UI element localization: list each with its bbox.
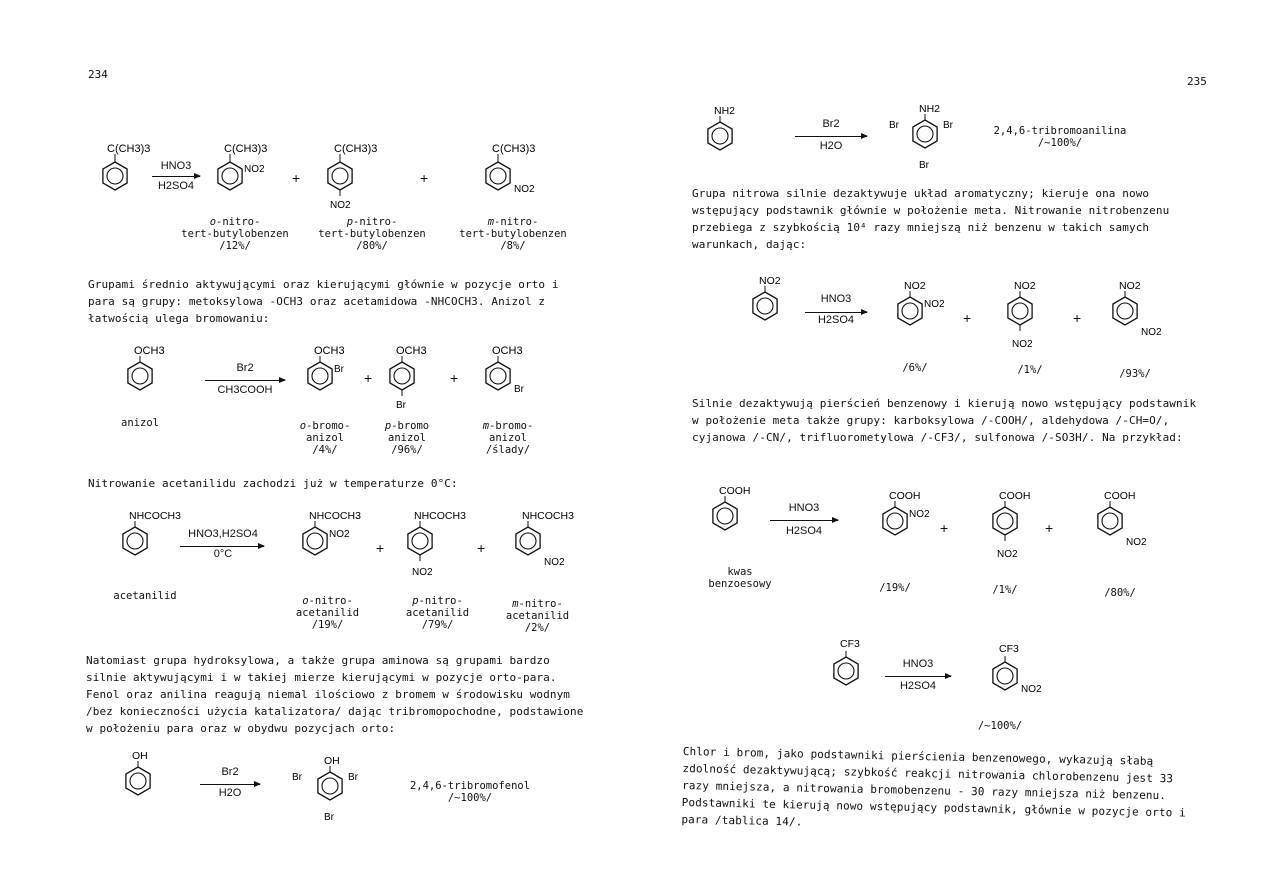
label-ortho: o-nitro- tert-butylobenzen /12%/: [181, 216, 289, 252]
svg-text:NH2: NH2: [714, 105, 736, 117]
svg-text:NHCOCH3: NHCOCH3: [522, 510, 574, 522]
yield-para: /1%/: [992, 584, 1018, 596]
label-meta: m-nitro- tert-butylobenzen /8%/: [459, 216, 567, 252]
svg-text:Br: Br: [324, 812, 334, 823]
svg-text:Br: Br: [943, 120, 953, 131]
svg-text:Br: Br: [292, 772, 302, 783]
reactant-name: kwas benzoesowy: [708, 566, 772, 590]
svg-text:OCH3: OCH3: [134, 345, 165, 357]
svg-text:NO2: NO2: [1012, 339, 1033, 350]
product-ortho: [210, 140, 290, 200]
svg-text:NO2: NO2: [904, 280, 926, 292]
svg-text:NHCOCH3: NHCOCH3: [129, 510, 181, 522]
svg-text:NO2: NO2: [1126, 537, 1147, 548]
svg-text:CF3: CF3: [840, 638, 860, 650]
product-meta: [478, 140, 558, 200]
reagent-top: Br2: [221, 766, 239, 778]
product-ortho: [875, 485, 955, 545]
reagent-top: HNO3: [820, 293, 852, 305]
plus-sign: +: [364, 370, 373, 386]
reaction-arrow: [795, 136, 867, 137]
paragraph-acetanilide: Nitrowanie acetanilidu zachodzi już w temperaturze 0°C:: [88, 477, 458, 490]
reaction-arrow: [180, 546, 264, 547]
paragraph-meta-directors: Silnie dezaktywują pierścień benzenowy i kierują nowo wstępujący podstawnik w położenie meta także grupy: karboksylowa /-COOH/, aldehydowa /-CH=O/, cyjanowa /-CN/, trifluorometylowa /-CF3/, sulfonowa /-SO3H/. Na przykład:: [692, 397, 1197, 444]
svg-text:NO2: NO2: [924, 299, 945, 310]
product-ortho: [890, 275, 960, 335]
plus-sign: +: [292, 170, 301, 186]
svg-text:NO2: NO2: [412, 567, 433, 578]
label-meta: m-nitro- acetanilid /2%/: [505, 598, 570, 634]
svg-text:Br: Br: [514, 384, 524, 395]
product-ortho: [295, 505, 375, 565]
yield-meta: /93%/: [1119, 368, 1151, 380]
svg-text:Br: Br: [919, 160, 929, 171]
product-meta: [508, 505, 588, 575]
reactant-trifluoromethylbenzene: [826, 635, 886, 695]
svg-text:Br: Br: [396, 400, 406, 411]
reagent-top: HNO3: [160, 160, 192, 172]
reagent-bottom: H2SO4: [899, 680, 937, 692]
plus-sign: +: [376, 540, 385, 556]
svg-text:C(CH3)3: C(CH3)3: [224, 143, 268, 155]
svg-text:COOH: COOH: [999, 490, 1031, 502]
svg-text:C(CH3)3: C(CH3)3: [492, 143, 536, 155]
svg-text:OH: OH: [324, 755, 340, 767]
reagent-bottom: H2SO4: [157, 180, 195, 192]
svg-text:NO2: NO2: [329, 529, 350, 540]
reagent-bottom: 0°C: [213, 548, 233, 560]
svg-text:OCH3: OCH3: [492, 345, 523, 357]
product-para: [382, 340, 442, 415]
svg-text:NO2: NO2: [330, 200, 351, 211]
svg-text:COOH: COOH: [719, 485, 751, 497]
paragraph-hydroxyl-amino: Natomiast grupa hydroksylowa, a także grupa aminowa są grupami bardzo silnie aktywującymi i w takiej mierze kierującymi w pozycje orto-para. Fenol oraz anilina reagują niemal ilościowo z bromem w środowisku wodnym /bez konieczności użycia katalizatora/ dając tribromopochodne, podstawione w położeniu para oraz w obydwu pozycjach orto:: [86, 654, 584, 735]
reagent-top: HNO3: [788, 502, 820, 514]
svg-text:NHCOCH3: NHCOCH3: [309, 510, 361, 522]
label-para: p-bromo anizol /96%/: [384, 420, 430, 456]
svg-text:Br: Br: [334, 364, 344, 375]
svg-text:NO2: NO2: [1014, 280, 1036, 292]
plus-sign: +: [963, 310, 972, 326]
reactant-name: acetanilid: [113, 590, 177, 602]
reactant-name: anizol: [121, 417, 159, 429]
reagent-bottom: H2SO4: [785, 525, 823, 537]
reactant-phenol: [118, 745, 168, 805]
label-para: p-nitro- tert-butylobenzen /80%/: [318, 216, 426, 252]
svg-text:COOH: COOH: [889, 490, 921, 502]
reagent-bottom: CH3COOH: [217, 384, 273, 396]
reagent-top: Br2: [236, 362, 254, 374]
svg-text:Br: Br: [889, 120, 899, 131]
reagent-bottom: H2O: [819, 140, 843, 152]
svg-text:OCH3: OCH3: [396, 345, 427, 357]
product-para: [1000, 275, 1060, 355]
reaction-arrow: [200, 784, 260, 785]
yield-ortho: /6%/: [902, 362, 928, 374]
svg-text:NO2: NO2: [1119, 280, 1141, 292]
svg-text:NO2: NO2: [244, 164, 265, 175]
reactant-benzoic-acid: [705, 480, 765, 540]
page-number-left: 234: [88, 68, 108, 81]
svg-text:NO2: NO2: [514, 184, 535, 195]
yield-para: /1%/: [1017, 364, 1043, 376]
reactant-anisole: [120, 340, 180, 400]
product-meta: [1105, 275, 1185, 345]
plus-sign: +: [1073, 310, 1082, 326]
plus-sign: +: [420, 170, 429, 186]
paragraph-activating-groups: Grupami średnio aktywującymi oraz kierującymi głównie w pozycje orto i para są grupy: metoksylowa -OCH3 oraz acetamidowa -NHCOCH3. Anizol z łatwością ulega bromowaniu:: [88, 278, 559, 325]
product-meta: [478, 340, 548, 400]
label-ortho: o-bromo- anizol /4%/: [299, 420, 351, 456]
svg-text:OCH3: OCH3: [314, 345, 345, 357]
yield-ortho: /19%/: [879, 582, 911, 594]
svg-text:NO2: NO2: [544, 557, 565, 568]
page-number-right: 235: [1187, 75, 1207, 88]
product-tribromoaniline: [885, 100, 965, 175]
reagent-bottom: H2O: [218, 787, 242, 799]
reagent-top: Br2: [822, 118, 840, 130]
product-tribromophenol: [290, 752, 370, 827]
reaction-arrow: [805, 312, 867, 313]
product-para: [320, 140, 390, 215]
plus-sign: +: [940, 520, 949, 536]
yield: /~100%/: [977, 720, 1023, 732]
paragraph-nitro-group: Grupa nitrowa silnie dezaktywuje układ aromatyczny; kieruje ona nowo wstępujący podstawnik głównie w położenie meta. Nitrowanie nitrobenzenu przebiega z szybkością 10⁴ razy mniejszą niż benzenu w takich samych warunkach, dając:: [692, 187, 1170, 251]
product-ortho: [300, 340, 373, 400]
reaction-arrow: [885, 676, 951, 677]
reaction-arrow: [205, 380, 285, 381]
svg-text:NO2: NO2: [759, 275, 781, 287]
product-para: [985, 485, 1045, 565]
svg-text:NO2: NO2: [1141, 327, 1162, 338]
product-name: 2,4,6-tribromofenol /~100%/: [409, 780, 531, 804]
reagent-top: HNO3: [902, 658, 934, 670]
reagent-bottom: H2SO4: [817, 314, 855, 326]
svg-text:C(CH3)3: C(CH3)3: [334, 143, 378, 155]
svg-text:OH: OH: [132, 750, 148, 762]
label-ortho: o-nitro- acetanilid /19%/: [295, 595, 360, 631]
reagent-top: HNO3,H2SO4: [188, 528, 258, 540]
svg-text:NO2: NO2: [1021, 684, 1042, 695]
paragraph-halogens: Chlor i brom, jako podstawniki pierścienia benzenowego, wykazują słabą zdolność dezaktywującą; szybkość reakcji nitrowania chlorobenzenu jest 33 razy mniejsza, a nitrowania bromobenzenu - 30 razy mniejsza niż benzenu. Podstawniki te kierują nowo wstępujący podstawnik, głównie w pozycje orto i para /tablica 14/.: [681, 744, 1186, 829]
product-meta: [1090, 485, 1170, 555]
label-para: p-nitro- acetanilid /79%/: [405, 595, 470, 631]
reactant-aniline: [700, 100, 760, 160]
yield-meta: /80%/: [1104, 587, 1136, 599]
svg-text:NH2: NH2: [919, 103, 941, 115]
product-para: [400, 505, 480, 585]
plus-sign: +: [1045, 520, 1054, 536]
product-name: 2,4,6-tribromoanilina /~100%/: [993, 125, 1127, 149]
svg-text:CF3: CF3: [999, 643, 1019, 655]
substituent: C(CH3)3: [107, 143, 151, 155]
label-meta: m-bromo- anizol /ślady/: [482, 420, 534, 456]
svg-text:NO2: NO2: [909, 509, 930, 520]
svg-text:COOH: COOH: [1104, 490, 1136, 502]
svg-text:NO2: NO2: [997, 549, 1018, 560]
product-meta-nitro: [985, 640, 1065, 710]
reaction-arrow: [770, 520, 838, 521]
reaction-arrow: [152, 176, 200, 177]
plus-sign: +: [450, 370, 459, 386]
reactant-nitrobenzene: [745, 270, 805, 330]
svg-text:NHCOCH3: NHCOCH3: [414, 510, 466, 522]
svg-text:Br: Br: [348, 772, 358, 783]
plus-sign: +: [477, 540, 486, 556]
